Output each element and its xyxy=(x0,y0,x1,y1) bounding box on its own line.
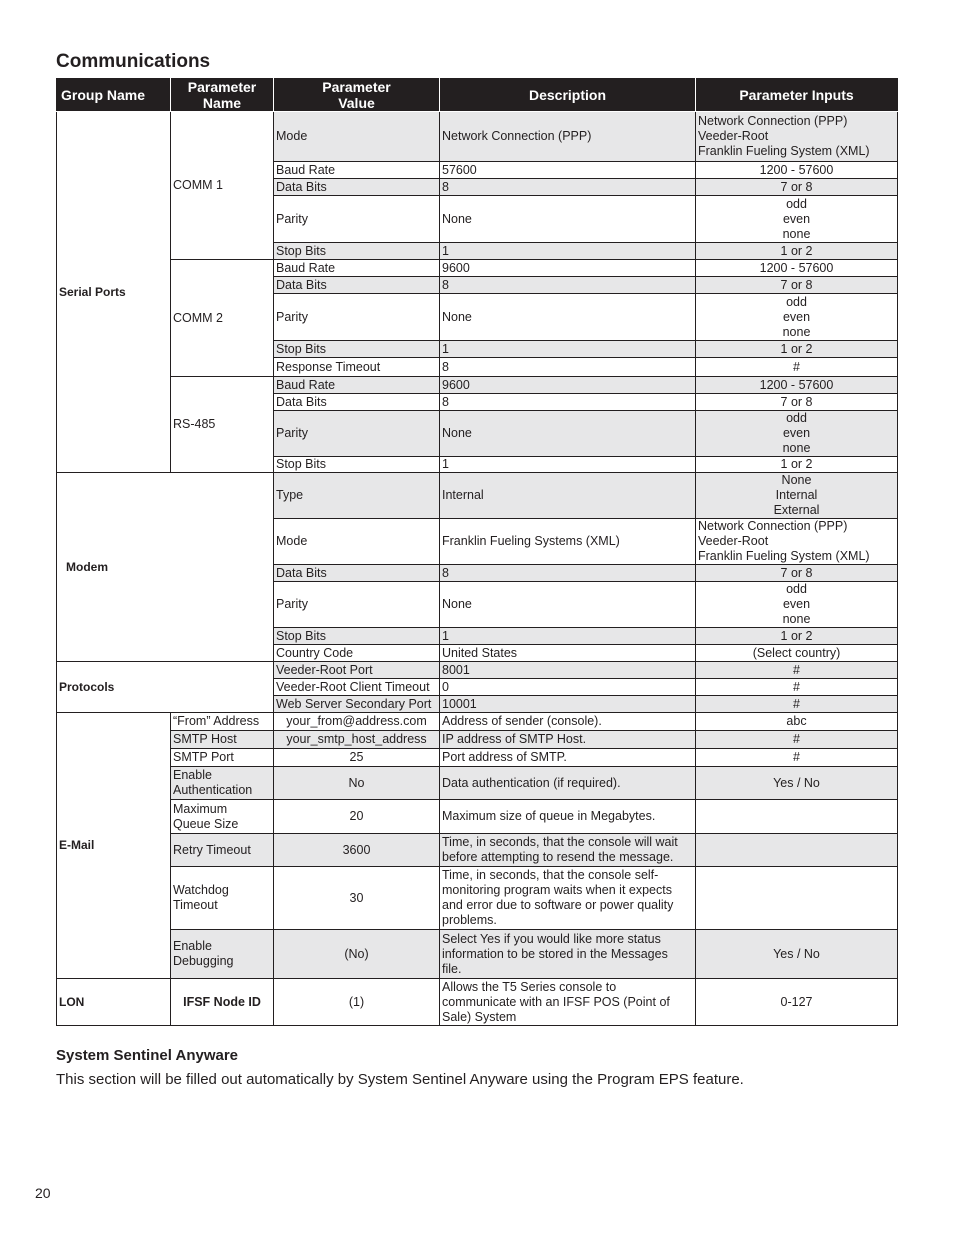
param-value: 0 xyxy=(440,679,696,696)
param-value: 8 xyxy=(440,179,696,196)
port-comm1: COMM 1 xyxy=(171,112,274,260)
table-header-row xyxy=(57,79,898,112)
param-name: Baud Rate xyxy=(274,377,440,394)
param-value: 57600 xyxy=(440,162,696,179)
param-name: Stop Bits xyxy=(274,628,440,645)
email-param-name: SMTP Host xyxy=(171,731,274,749)
param-value: 8 xyxy=(440,358,696,377)
param-name: Parity xyxy=(274,411,440,457)
table-row xyxy=(57,713,898,731)
lon-description: Allows the T5 Series console to communicate with an IFSF POS (Point of Sale) System xyxy=(440,979,696,1026)
param-value: 1 xyxy=(440,628,696,645)
sentinel-section-body: This section will be filled out automatically by System Sentinel Anyware using the Program EPS feature. xyxy=(56,1071,744,1088)
param-value: 1 xyxy=(440,341,696,358)
email-description: IP address of SMTP Host. xyxy=(440,731,696,749)
param-inputs: 1200 - 57600 xyxy=(696,162,898,179)
header-description: Description xyxy=(440,79,696,112)
section-title: Communications xyxy=(56,51,211,72)
port-rs485: RS-485 xyxy=(171,377,274,473)
param-name: Baud Rate xyxy=(274,162,440,179)
param-value: 8 xyxy=(440,565,696,582)
param-inputs: 1200 - 57600 xyxy=(696,260,898,277)
lon-param-value: (1) xyxy=(274,979,440,1026)
param-value: Internal xyxy=(440,473,696,519)
param-name: Response Timeout xyxy=(274,358,440,377)
table-row xyxy=(57,767,898,800)
param-inputs: 7 or 8 xyxy=(696,179,898,196)
param-name: Mode xyxy=(274,112,440,162)
param-inputs: 1 or 2 xyxy=(696,243,898,260)
table-row xyxy=(57,112,898,162)
group-lon: LON xyxy=(57,979,171,1026)
sentinel-section-title: System Sentinel Anyware xyxy=(56,1047,239,1064)
param-name: Parity xyxy=(274,294,440,341)
param-value: 9600 xyxy=(440,377,696,394)
table-row xyxy=(57,377,898,394)
group-protocols: Protocols xyxy=(57,662,274,713)
param-inputs: # xyxy=(696,358,898,377)
email-description: Port address of SMTP. xyxy=(440,749,696,767)
param-name: Stop Bits xyxy=(274,457,440,473)
table-row xyxy=(57,749,898,767)
param-value: 10001 xyxy=(440,696,696,713)
param-value: 1 xyxy=(440,457,696,473)
param-inputs: None Internal External xyxy=(696,473,898,519)
param-value: 1 xyxy=(440,243,696,260)
email-inputs xyxy=(696,834,898,867)
param-name: Web Server Secondary Port xyxy=(274,696,440,713)
table-row xyxy=(57,473,898,519)
email-inputs: # xyxy=(696,731,898,749)
table-row xyxy=(57,662,898,679)
param-inputs: 7 or 8 xyxy=(696,277,898,294)
param-value: 8 xyxy=(440,394,696,411)
email-inputs: # xyxy=(696,749,898,767)
param-name: Veeder-Root Port xyxy=(274,662,440,679)
port-comm2: COMM 2 xyxy=(171,260,274,377)
email-param-value: your_from@address.com xyxy=(274,713,440,731)
param-inputs: odd even none xyxy=(696,411,898,457)
param-name: Parity xyxy=(274,582,440,628)
param-value: United States xyxy=(440,645,696,662)
email-param-name: Enable Debugging xyxy=(171,930,274,979)
param-inputs: odd even none xyxy=(696,196,898,243)
lon-inputs: 0-127 xyxy=(696,979,898,1026)
param-inputs: 7 or 8 xyxy=(696,565,898,582)
param-value: 8001 xyxy=(440,662,696,679)
param-inputs: odd even none xyxy=(696,582,898,628)
email-param-value: 3600 xyxy=(274,834,440,867)
param-name: Data Bits xyxy=(274,277,440,294)
table-row xyxy=(57,260,898,277)
param-name: Stop Bits xyxy=(274,341,440,358)
communications-table xyxy=(56,78,898,1026)
email-param-name: Watchdog Timeout xyxy=(171,867,274,930)
email-inputs: Yes / No xyxy=(696,767,898,800)
param-inputs: # xyxy=(696,679,898,696)
page-number: 20 xyxy=(35,1185,51,1201)
lon-param-name: IFSF Node ID xyxy=(171,979,274,1026)
email-description: Time, in seconds, that the console will wait before attempting to resend the message. xyxy=(440,834,696,867)
param-name: Data Bits xyxy=(274,565,440,582)
param-inputs: 1 or 2 xyxy=(696,457,898,473)
param-name: Data Bits xyxy=(274,179,440,196)
email-param-value: 25 xyxy=(274,749,440,767)
group-email: E-Mail xyxy=(57,713,171,979)
param-inputs: Network Connection (PPP) Veeder-Root Franklin Fueling System (XML) xyxy=(696,112,898,162)
param-inputs: odd even none xyxy=(696,294,898,341)
param-name: Veeder-Root Client Timeout xyxy=(274,679,440,696)
param-inputs: (Select country) xyxy=(696,645,898,662)
email-inputs xyxy=(696,800,898,834)
param-name: Country Code xyxy=(274,645,440,662)
email-description: Maximum size of queue in Megabytes. xyxy=(440,800,696,834)
email-inputs xyxy=(696,867,898,930)
table-row xyxy=(57,800,898,834)
email-description: Time, in seconds, that the console self- monitoring program waits when it expects and error due to software or power quality problems. xyxy=(440,867,696,930)
email-param-name: Enable Authentication xyxy=(171,767,274,800)
param-inputs: 1 or 2 xyxy=(696,341,898,358)
param-value: None xyxy=(440,196,696,243)
param-inputs: 7 or 8 xyxy=(696,394,898,411)
param-inputs: 1 or 2 xyxy=(696,628,898,645)
param-value: Network Connection (PPP) xyxy=(440,112,696,162)
header-group-name: Group Name xyxy=(57,79,171,112)
param-inputs: Network Connection (PPP) Veeder-Root Franklin Fueling System (XML) xyxy=(696,519,898,565)
param-value: Franklin Fueling Systems (XML) xyxy=(440,519,696,565)
param-name: Baud Rate xyxy=(274,260,440,277)
header-parameter-name: Parameter Name xyxy=(171,79,274,112)
email-param-value: 20 xyxy=(274,800,440,834)
table-row xyxy=(57,930,898,979)
param-value: None xyxy=(440,582,696,628)
group-serial-ports: Serial Ports xyxy=(57,112,171,473)
param-name: Parity xyxy=(274,196,440,243)
param-value: None xyxy=(440,294,696,341)
email-param-value: (No) xyxy=(274,930,440,979)
table-row xyxy=(57,867,898,930)
email-param-name: Maximum Queue Size xyxy=(171,800,274,834)
table-row xyxy=(57,834,898,867)
group-modem: Modem xyxy=(57,473,274,662)
param-value: 8 xyxy=(440,277,696,294)
header-parameter-inputs: Parameter Inputs xyxy=(696,79,898,112)
param-value: 9600 xyxy=(440,260,696,277)
email-description: Address of sender (console). xyxy=(440,713,696,731)
param-name: Stop Bits xyxy=(274,243,440,260)
email-param-name: Retry Timeout xyxy=(171,834,274,867)
email-param-value: 30 xyxy=(274,867,440,930)
email-description: Data authentication (if required). xyxy=(440,767,696,800)
table-row xyxy=(57,731,898,749)
email-inputs: Yes / No xyxy=(696,930,898,979)
param-name: Mode xyxy=(274,519,440,565)
email-param-value: No xyxy=(274,767,440,800)
table-row xyxy=(57,979,898,1026)
email-param-name: “From” Address xyxy=(171,713,274,731)
email-inputs: abc xyxy=(696,713,898,731)
email-param-value: your_smtp_host_address xyxy=(274,731,440,749)
email-param-name: SMTP Port xyxy=(171,749,274,767)
header-parameter-value: Parameter Value xyxy=(274,79,440,112)
param-name: Data Bits xyxy=(274,394,440,411)
param-inputs: # xyxy=(696,662,898,679)
param-inputs: # xyxy=(696,696,898,713)
param-value: None xyxy=(440,411,696,457)
param-inputs: 1200 - 57600 xyxy=(696,377,898,394)
param-name: Type xyxy=(274,473,440,519)
email-description: Select Yes if you would like more status information to be stored in the Messages file. xyxy=(440,930,696,979)
